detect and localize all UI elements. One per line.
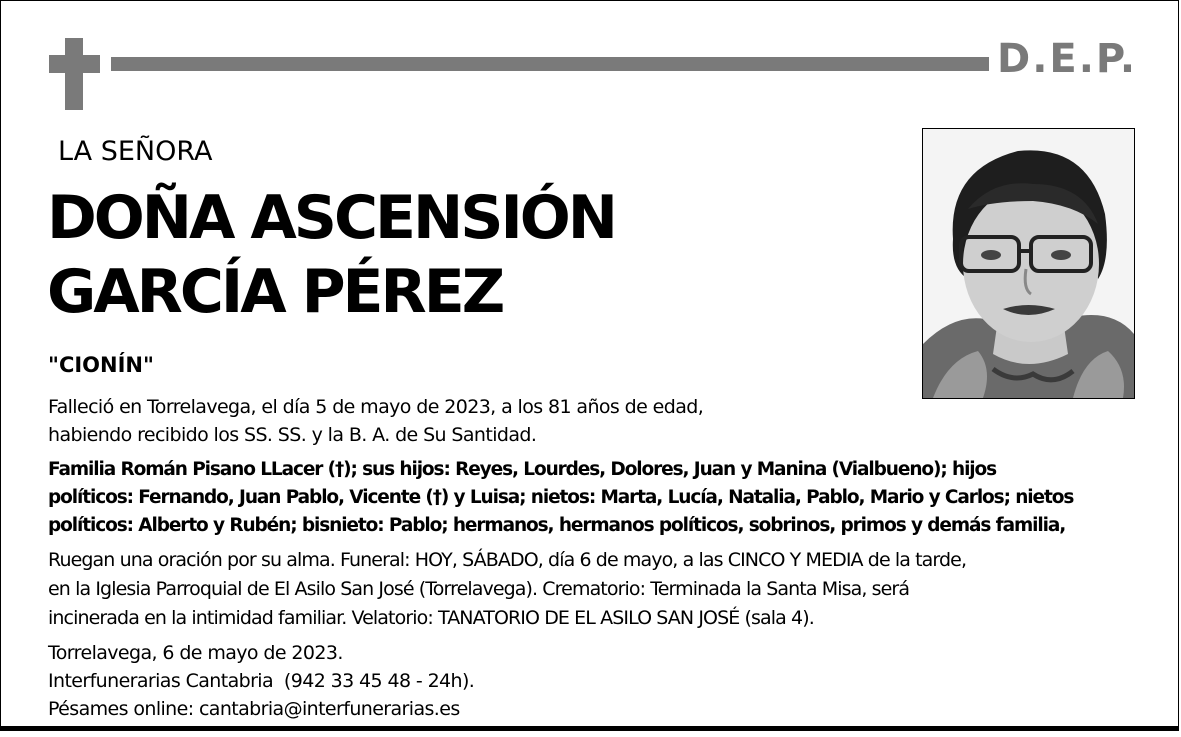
funeral-line-1: Ruegan una oración por su alma. Funeral: HOY, SÁBADO, día 6 de mayo, a las CINCO Y MEDIA de la tarde,	[48, 549, 967, 571]
header-rule	[111, 57, 989, 71]
honorific-prefix: LA SEÑORA	[58, 136, 213, 167]
condolences-contact: Pésames online: cantabria@interfunerarias.es	[48, 698, 460, 720]
portrait-illustration	[923, 129, 1134, 398]
funeral-line-2: en la Iglesia Parroquial de El Asilo San José (Torrelavega). Crematorio: Terminada la Santa Misa, será	[48, 578, 910, 600]
nickname: "CIONÍN"	[48, 353, 154, 377]
death-line-1: Falleció en Torrelavega, el día 5 de mayo de 2023, a los 81 años de edad,	[48, 396, 704, 418]
name-line-2: GARCÍA PÉREZ	[47, 257, 503, 327]
death-line-2: habiendo recibido los SS. SS. y la B. A. de Su Santidad.	[48, 424, 537, 446]
family-list	[48, 456, 1138, 540]
footer	[48, 639, 748, 723]
funeral-details	[48, 546, 1138, 633]
portrait-photo	[922, 128, 1135, 399]
death-notice	[48, 393, 808, 449]
dep-label: D.E.P.	[997, 36, 1138, 82]
family-line-3: políticos: Alberto y Rubén; bisnieto: Pablo; hermanos, hermanos políticos, sobrinos, primos y demás familia,	[48, 515, 1066, 536]
place-date: Torrelavega, 6 de mayo de 2023.	[48, 642, 343, 664]
deceased-name	[47, 181, 615, 329]
funeral-home: Interfunerarias Cantabria (942 33 45 48 - 24h).	[48, 670, 475, 692]
latin-cross-icon-arm	[49, 55, 100, 73]
family-line-2: políticos: Fernando, Juan Pablo, Vicente (†) y Luisa; nietos: Marta, Lucía, Natalia, Pablo, Mario y Carlos; nietos	[48, 487, 1074, 508]
name-line-1: DOÑA ASCENSIÓN	[47, 183, 615, 253]
latin-cross-icon	[65, 38, 83, 110]
family-line-1: Familia Román Pisano LLacer (†); sus hijos: Reyes, Lourdes, Dolores, Juan y Manina (Vialbueno); hijos	[48, 459, 997, 480]
funeral-line-3: incinerada en la intimidad familiar. Velatorio: TANATORIO DE EL ASILO SAN JOSÉ (sala 4).	[48, 607, 814, 629]
